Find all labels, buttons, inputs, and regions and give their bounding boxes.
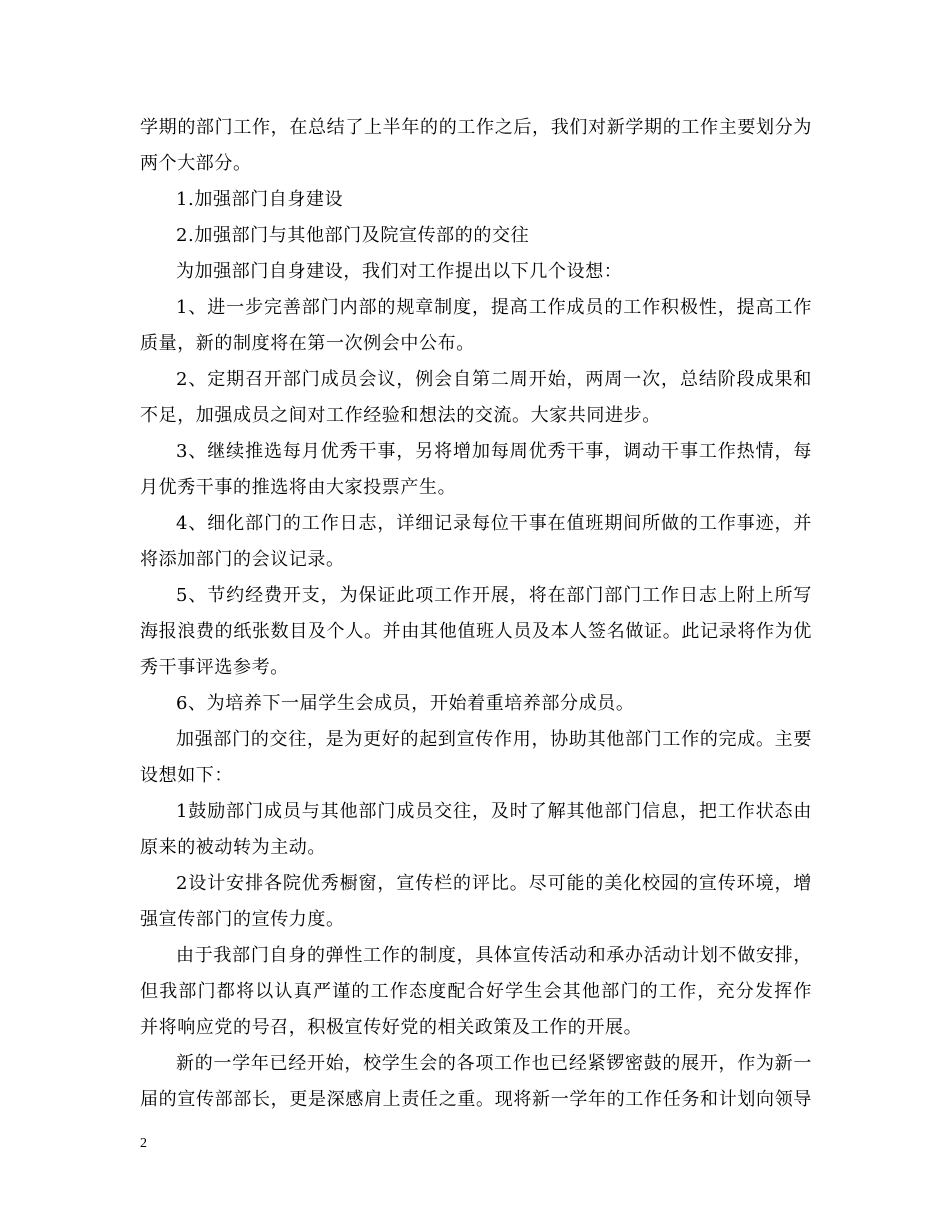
page-number: 2 <box>140 1136 147 1151</box>
list-item: 2设计安排各院优秀橱窗，宣传栏的评比。尽可能的美化校园的宣传环境，增 <box>176 873 812 894</box>
list-item: 5、节约经费开支，为保证此项工作开展，将在部门部门工作日志上附上所写 <box>176 585 812 606</box>
paragraph-line: 秀干事评选参考。 <box>140 657 289 678</box>
document-body <box>140 110 812 1118</box>
paragraph-line: 将添加部门的会议记录。 <box>140 549 345 570</box>
list-item: 6、为培养下一届学生会成员，开始着重培养部分成员。 <box>176 693 635 714</box>
paragraph-line: 加强部门的交往，是为更好的起到宣传作用，协助其他部门工作的完成。主要 <box>176 729 812 750</box>
paragraph-line: 两个大部分。 <box>140 153 252 174</box>
list-item: 3、继续推选每月优秀干事，另将增加每周优秀干事，调动干事工作热情，每 <box>176 441 812 462</box>
paragraph-line: 强宣传部门的宣传力度。 <box>140 909 345 930</box>
paragraph-line: 但我部门都将以认真严谨的工作态度配合好学生会其他部门的工作，充分发挥作 <box>140 981 812 1002</box>
list-item: 2.加强部门与其他部门及院宣传部的的交往 <box>176 225 530 246</box>
list-item: 1鼓励部门成员与其他部门成员交往，及时了解其他部门信息，把工作状态由 <box>176 801 812 822</box>
paragraph-line: 为加强部门自身建设，我们对工作提出以下几个设想： <box>176 261 623 282</box>
list-item: 4、细化部门的工作日志，详细记录每位干事在值班期间所做的工作事迹，并 <box>176 513 812 534</box>
paragraph-line: 学期的部门工作，在总结了上半年的的工作之后，我们对新学期的工作主要划分为 <box>140 117 812 138</box>
paragraph-line: 月优秀干事的推选将由大家投票产生。 <box>140 477 457 498</box>
paragraph-line: 不足，加强成员之间对工作经验和想法的交流。大家共同进步。 <box>140 405 661 426</box>
list-item: 2、定期召开部门成员会议，例会自第二周开始，两周一次，总结阶段成果和 <box>176 369 812 390</box>
paragraph-line: 质量，新的制度将在第一次例会中公布。 <box>140 333 475 354</box>
paragraph-line: 海报浪费的纸张数目及个人。并由其他值班人员及本人签名做证。此记录将作为优 <box>140 621 812 642</box>
paragraph-line: 由于我部门自身的弹性工作的制度，具体宣传活动和承办活动计划不做安排， <box>176 945 812 966</box>
paragraph-line: 新的一学年已经开始，校学生会的各项工作也已经紧锣密鼓的展开，作为新一 <box>176 1053 812 1074</box>
paragraph-line: 届的宣传部部长，更是深感肩上责任之重。现将新一学年的工作任务和计划向领导 <box>140 1089 812 1110</box>
paragraph-line: 设想如下： <box>140 765 233 786</box>
list-item: 1、进一步完善部门内部的规章制度，提高工作成员的工作积极性，提高工作 <box>176 297 812 318</box>
paragraph-line: 原来的被动转为主动。 <box>140 837 326 858</box>
list-item: 1.加强部门自身建设 <box>176 189 344 210</box>
paragraph-line: 并将响应党的号召，积极宣传好党的相关政策及工作的开展。 <box>140 1017 643 1038</box>
